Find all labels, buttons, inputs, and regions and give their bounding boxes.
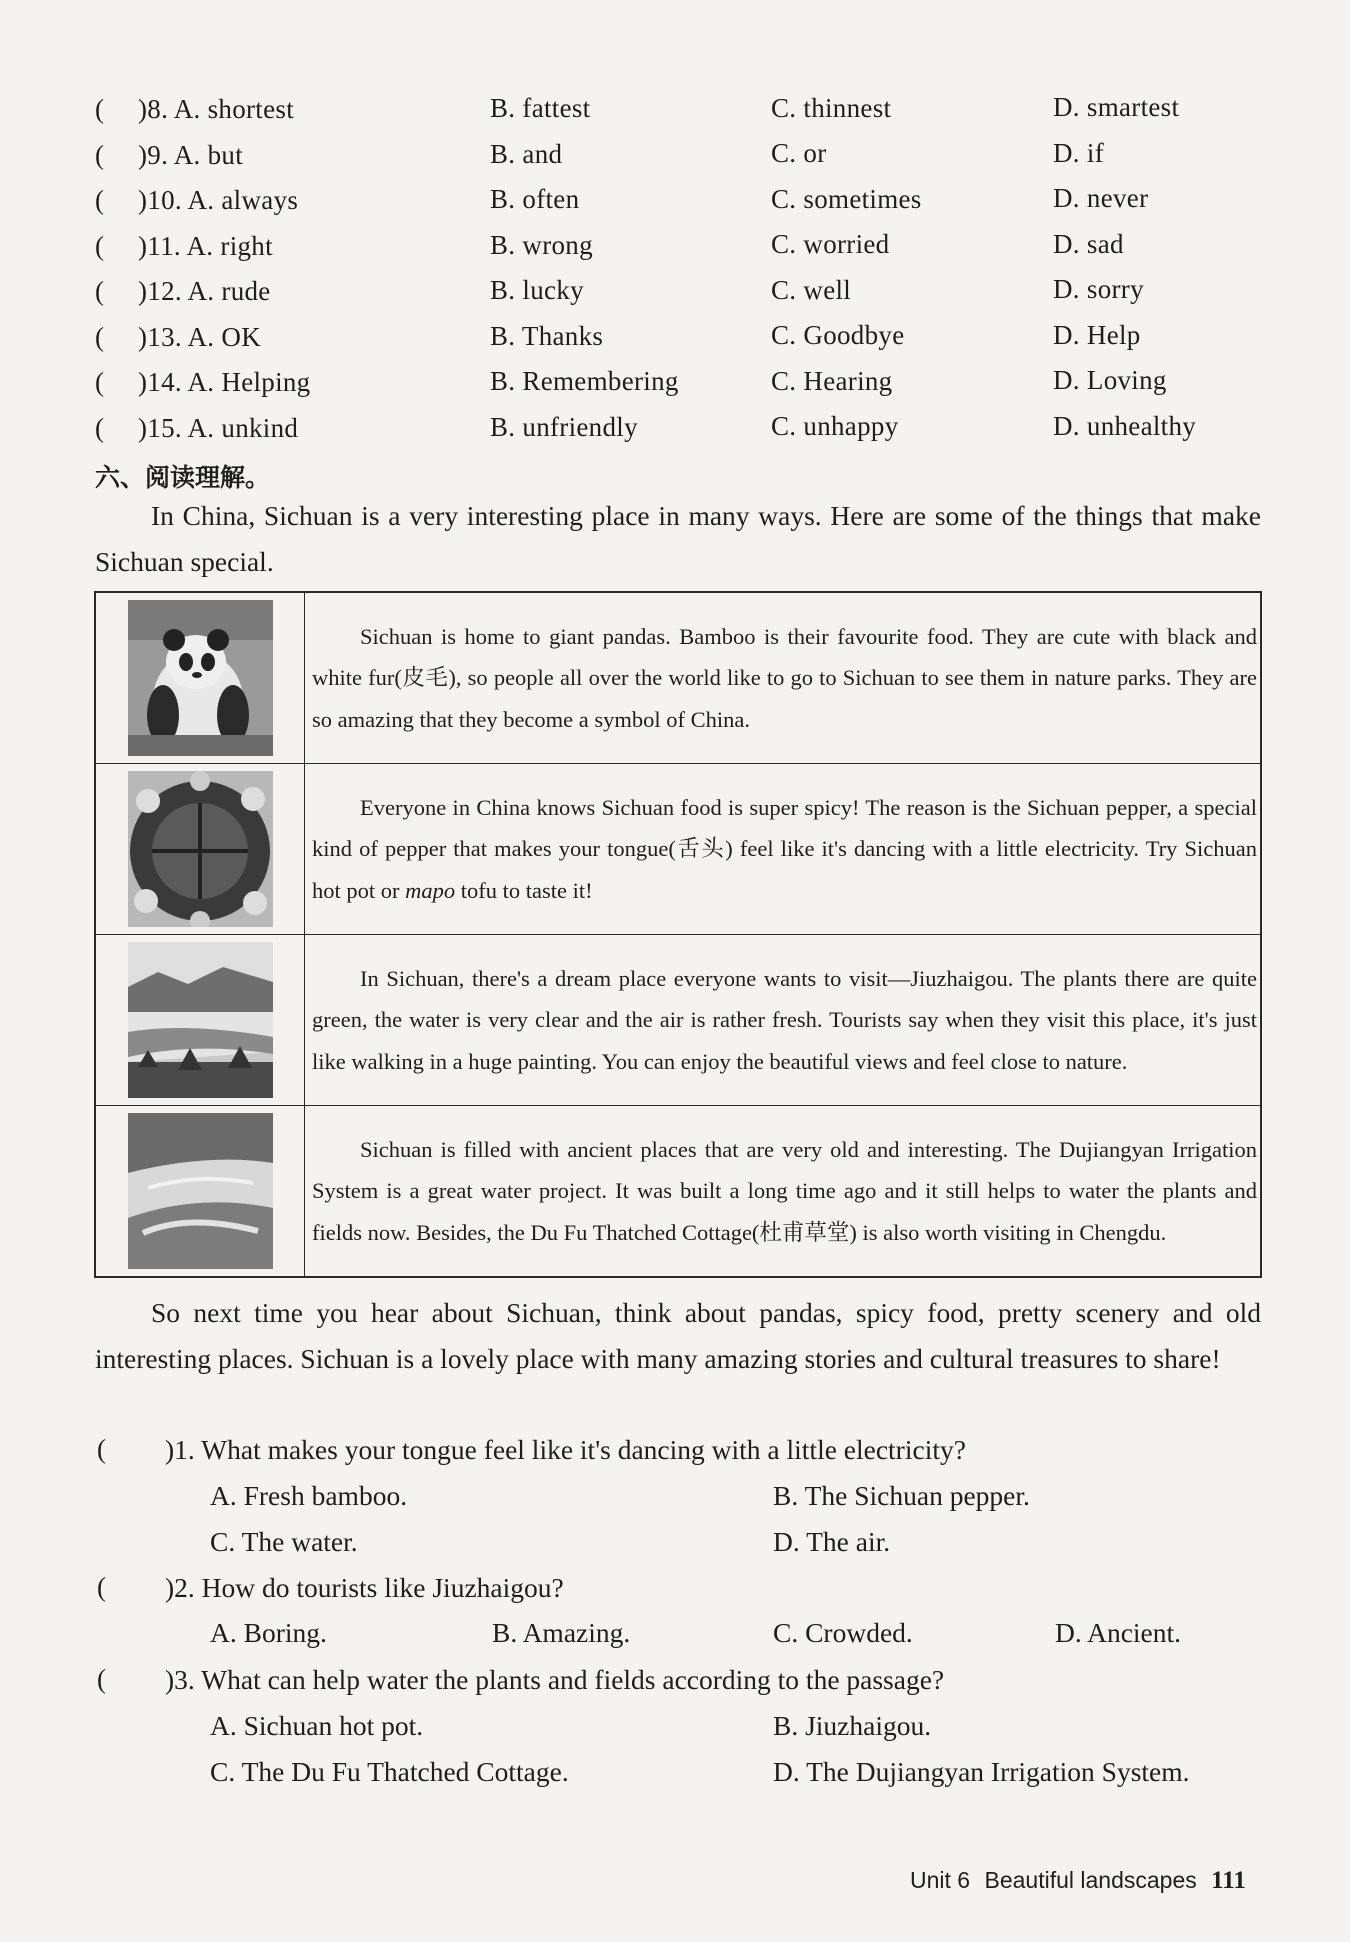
cloze-question-option: )8. A. shortest xyxy=(138,94,294,124)
answer-paren: ( xyxy=(95,367,104,397)
question-option: B. The Sichuan pepper. xyxy=(773,1480,1030,1511)
cloze-question-option: )13. A. OK xyxy=(138,321,261,352)
cloze-option: C. Goodbye xyxy=(771,320,905,351)
intro-paragraph xyxy=(95,493,1261,585)
question-stem: )1. What makes your tongue feel like it's dancing with a little electricity? xyxy=(165,1434,966,1465)
cloze-option: B. often xyxy=(490,184,580,215)
hot-pot-photo-icon xyxy=(128,771,273,927)
image-cell xyxy=(95,764,305,935)
question-option: D. The Dujiangyan Irrigation System. xyxy=(773,1756,1190,1787)
row-text-italic: mapo xyxy=(405,877,456,903)
cloze-option: C. thinnest xyxy=(771,92,892,123)
answer-paren: ( xyxy=(97,1572,106,1602)
cloze-option: B. Remembering xyxy=(490,366,679,397)
question-option: A. Boring. xyxy=(210,1617,327,1648)
text-cell xyxy=(305,764,1262,935)
text-cell xyxy=(305,1106,1262,1278)
question-option: A. Sichuan hot pot. xyxy=(210,1710,424,1741)
cloze-option: C. unhappy xyxy=(771,411,899,442)
question-option: D. The air. xyxy=(773,1526,891,1557)
table-row xyxy=(95,935,1261,1106)
table-row xyxy=(95,592,1261,764)
answer-paren: ( xyxy=(95,94,104,124)
cloze-option: C. worried xyxy=(771,229,890,260)
question-stem: )2. How do tourists like Jiuzhaigou? xyxy=(165,1572,564,1603)
cloze-option: B. fattest xyxy=(490,93,591,124)
cloze-option: C. well xyxy=(771,274,852,305)
cloze-option: D. if xyxy=(1053,137,1104,168)
row-text: Sichuan is home to giant pandas. Bamboo is their favourite food. They are cute with black and white fur(皮毛), so people all over the world like to go to Sichuan to see them in nature parks. They are so amazing that they become a symbol of China. xyxy=(312,623,1257,732)
conclusion-text: So next time you hear about Sichuan, think about pandas, spicy food, pretty scenery and old interesting places. Sichuan is a lovely place with many amazing stories and cultural treasures to share! xyxy=(95,1297,1261,1374)
question-option: A. Fresh bamboo. xyxy=(210,1480,408,1511)
answer-paren: ( xyxy=(95,276,104,306)
page-number: 111 xyxy=(1211,1867,1246,1894)
dujiangyan-photo-icon xyxy=(128,1113,273,1269)
answer-paren: ( xyxy=(95,412,104,443)
answer-paren: ( xyxy=(95,230,104,261)
text-cell xyxy=(305,592,1262,764)
cloze-question-option: )10. A. always xyxy=(138,185,299,215)
table-row xyxy=(95,1106,1261,1278)
cloze-option: C. sometimes xyxy=(771,183,922,214)
question-option: B. Amazing. xyxy=(492,1617,631,1648)
section-heading: 六、阅读理解。 xyxy=(95,463,271,492)
answer-paren: ( xyxy=(97,1434,106,1464)
cloze-option: D. never xyxy=(1053,183,1149,214)
cloze-option: B. wrong xyxy=(490,229,593,260)
question-stem: )3. What can help water the plants and fields according to the passage? xyxy=(165,1664,945,1695)
text-cell xyxy=(305,935,1262,1106)
cloze-option: D. Loving xyxy=(1053,365,1167,396)
intro-text: In China, Sichuan is a very interesting place in many ways. Here are some of the things that make Sichuan special. xyxy=(95,500,1261,577)
cloze-option: C. Hearing xyxy=(771,365,893,396)
panda-photo-icon xyxy=(128,600,273,756)
question-option: B. Jiuzhaigou. xyxy=(773,1710,932,1741)
cloze-option: B. and xyxy=(490,138,563,169)
footer-unit: Unit 6 xyxy=(910,1867,971,1893)
row-text: Everyone in China knows Sichuan food is super spicy! The reason is the Sichuan pepper, a special kind of pepper that makes your tongue(舌头) feel like it's dancing with a little electricity. Try Sichuan hot pot or xyxy=(312,794,1257,903)
question-option: C. Crowded. xyxy=(773,1617,913,1648)
cloze-option: C. or xyxy=(771,138,827,169)
cloze-question-option: )9. A. but xyxy=(138,139,244,170)
question-option: D. Ancient. xyxy=(1055,1617,1182,1648)
page-footer xyxy=(910,1867,1246,1895)
footer-title: Beautiful landscapes xyxy=(984,1867,1197,1893)
cloze-option: B. unfriendly xyxy=(490,411,638,442)
cloze-question-option: )12. A. rude xyxy=(138,276,271,306)
cloze-option: D. sorry xyxy=(1053,274,1144,305)
row-text-end: tofu to taste it! xyxy=(455,877,593,903)
conclusion-paragraph xyxy=(95,1290,1261,1382)
question-option: C. The water. xyxy=(210,1526,358,1557)
cloze-question-option: )14. A. Helping xyxy=(138,367,311,397)
table-row xyxy=(95,764,1261,935)
row-text: Sichuan is filled with ancient places that are very old and interesting. The Dujiangyan Irrigation System is a great water project. It was built a long time ago and it still helps to water the plants and fields now. Besides, the Du Fu Thatched Cottage(杜甫草堂) is also worth visiting in Chengdu. xyxy=(312,1136,1257,1245)
sichuan-info-table xyxy=(94,591,1262,1278)
image-cell xyxy=(95,592,305,764)
row-text: In Sichuan, there's a dream place everyone wants to visit—Jiuzhaigou. The plants there are quite green, the water is very clear and the air is rather fresh. Tourists say when they visit this place, it's just like walking in a huge painting. You can enjoy the beautiful views and feel close to nature. xyxy=(312,965,1257,1074)
cloze-question-option: )15. A. unkind xyxy=(138,412,299,443)
question-option: C. The Du Fu Thatched Cottage. xyxy=(210,1756,569,1787)
answer-paren: ( xyxy=(95,321,104,352)
cloze-option: B. lucky xyxy=(490,275,584,306)
answer-paren: ( xyxy=(97,1664,106,1694)
cloze-option: B. Thanks xyxy=(490,320,604,351)
answer-paren: ( xyxy=(95,139,104,170)
cloze-question-option: )11. A. right xyxy=(138,230,273,261)
cloze-option: D. sad xyxy=(1053,228,1124,259)
image-cell xyxy=(95,1106,305,1278)
cloze-option: D. Help xyxy=(1053,319,1141,350)
cloze-option: D. unhealthy xyxy=(1053,410,1197,441)
answer-paren: ( xyxy=(95,185,104,215)
cloze-option: D. smartest xyxy=(1053,92,1180,123)
image-cell xyxy=(95,935,305,1106)
jiuzhaigou-lake-photo-icon xyxy=(128,942,273,1098)
